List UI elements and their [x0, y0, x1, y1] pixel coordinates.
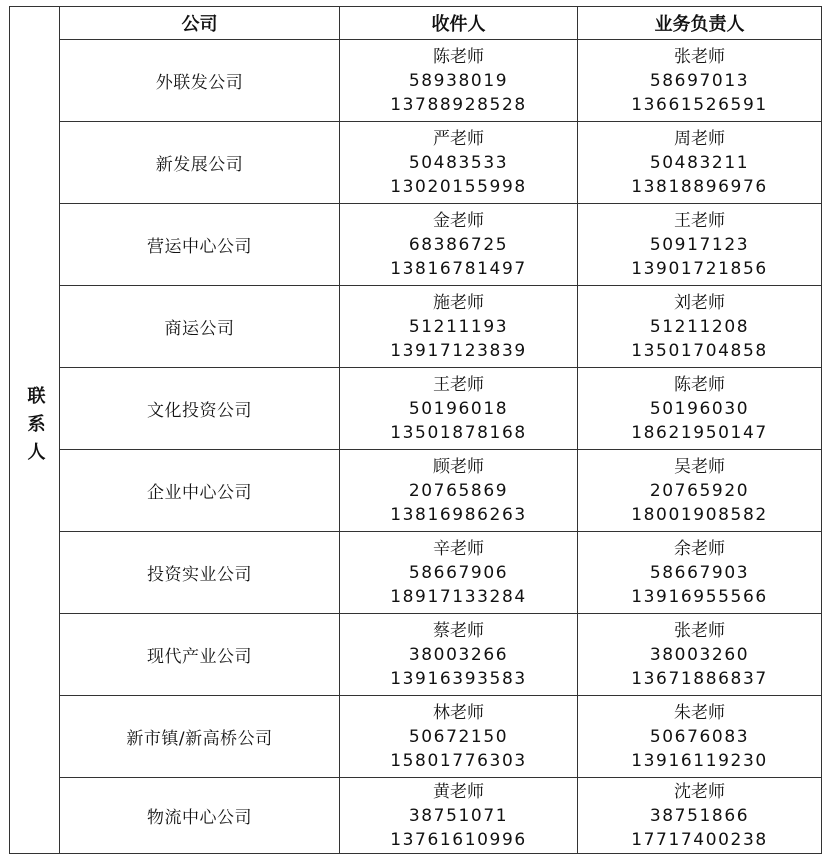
manager-contact-phone: 50483211 [649, 152, 750, 173]
header-row [10, 7, 822, 40]
company-name: 新市镇/新高桥公司 [60, 696, 340, 778]
table-row [10, 532, 822, 614]
receiver-contact-mobile: 13816781497 [390, 258, 527, 279]
receiver-contact-mobile: 13917123839 [390, 340, 527, 361]
table-row [10, 286, 822, 368]
company-name: 外联发公司 [60, 40, 340, 122]
receiver-cell [340, 368, 578, 450]
receiver-contact-mobile: 13816986263 [390, 504, 527, 525]
receiver-contact-mobile: 13788928528 [390, 94, 527, 115]
manager-contact-phone: 51211208 [649, 316, 750, 337]
company-name: 投资实业公司 [60, 532, 340, 614]
header-manager: 业务负责人 [578, 7, 822, 40]
receiver-contact-name: 辛老师 [433, 538, 484, 559]
receiver-cell [340, 286, 578, 368]
manager-contact-mobile: 13501704858 [631, 340, 768, 361]
manager-cell [578, 450, 822, 532]
receiver-contact-phone: 20765869 [408, 480, 509, 501]
receiver-contact-phone: 58938019 [408, 70, 509, 91]
company-name: 商运公司 [60, 286, 340, 368]
receiver-contact-name: 陈老师 [433, 46, 484, 67]
receiver-contact-name: 王老师 [433, 374, 484, 395]
table-row [10, 614, 822, 696]
manager-cell [578, 614, 822, 696]
receiver-contact-name: 金老师 [433, 210, 484, 231]
manager-contact-name: 沈老师 [674, 781, 725, 802]
receiver-contact-mobile: 13916393583 [390, 668, 527, 689]
manager-cell [578, 696, 822, 778]
side-label-cell [10, 7, 60, 854]
manager-contact-name: 王老师 [674, 210, 725, 231]
receiver-cell [340, 614, 578, 696]
company-name: 企业中心公司 [60, 450, 340, 532]
manager-cell [578, 778, 822, 854]
manager-contact-phone: 50196030 [649, 398, 750, 419]
receiver-contact-mobile: 18917133284 [390, 586, 527, 607]
manager-contact-name: 吴老师 [674, 456, 725, 477]
table-row [10, 122, 822, 204]
company-name: 新发展公司 [60, 122, 340, 204]
receiver-contact-name: 施老师 [433, 292, 484, 313]
manager-contact-mobile: 17717400238 [631, 829, 768, 850]
receiver-contact-name: 顾老师 [433, 456, 484, 477]
header-company: 公司 [60, 7, 340, 40]
manager-cell [578, 204, 822, 286]
table-row [10, 40, 822, 122]
table-row [10, 696, 822, 778]
receiver-contact-phone: 58667906 [408, 562, 509, 583]
company-name: 现代产业公司 [60, 614, 340, 696]
receiver-contact-phone: 51211193 [408, 316, 509, 337]
table-row [10, 204, 822, 286]
side-label: 联系人 [24, 386, 46, 470]
header-receiver: 收件人 [340, 7, 578, 40]
receiver-contact-phone: 50672150 [408, 726, 509, 747]
manager-cell [578, 532, 822, 614]
company-name: 营运中心公司 [60, 204, 340, 286]
manager-contact-mobile: 13916955566 [631, 586, 768, 607]
manager-contact-name: 刘老师 [674, 292, 725, 313]
manager-contact-mobile: 18621950147 [631, 422, 768, 443]
receiver-contact-name: 林老师 [433, 702, 484, 723]
manager-contact-mobile: 13671886837 [631, 668, 768, 689]
receiver-contact-mobile: 15801776303 [390, 750, 527, 771]
manager-contact-name: 余老师 [674, 538, 725, 559]
table-row [10, 450, 822, 532]
manager-cell [578, 122, 822, 204]
receiver-contact-phone: 68386725 [408, 234, 509, 255]
table-row [10, 778, 822, 854]
receiver-cell [340, 204, 578, 286]
manager-contact-name: 朱老师 [674, 702, 725, 723]
manager-contact-phone: 50676083 [649, 726, 750, 747]
manager-contact-mobile: 13916119230 [631, 750, 768, 771]
receiver-contact-mobile: 13020155998 [390, 176, 527, 197]
manager-contact-name: 张老师 [674, 46, 725, 67]
company-name: 文化投资公司 [60, 368, 340, 450]
manager-cell [578, 40, 822, 122]
manager-contact-mobile: 13661526591 [631, 94, 768, 115]
receiver-contact-phone: 38003266 [408, 644, 509, 665]
company-name: 物流中心公司 [60, 778, 340, 854]
table-row [10, 368, 822, 450]
receiver-contact-mobile: 13501878168 [390, 422, 527, 443]
manager-contact-phone: 58697013 [649, 70, 750, 91]
manager-contact-phone: 38751866 [649, 805, 750, 826]
receiver-cell [340, 778, 578, 854]
manager-contact-mobile: 13901721856 [631, 258, 768, 279]
receiver-contact-phone: 50196018 [408, 398, 509, 419]
receiver-contact-phone: 38751071 [408, 805, 509, 826]
receiver-cell [340, 122, 578, 204]
manager-contact-name: 张老师 [674, 620, 725, 641]
manager-contact-phone: 50917123 [649, 234, 750, 255]
receiver-contact-name: 严老师 [433, 128, 484, 149]
manager-contact-mobile: 13818896976 [631, 176, 768, 197]
manager-contact-phone: 38003260 [649, 644, 750, 665]
receiver-cell [340, 696, 578, 778]
manager-contact-phone: 20765920 [649, 480, 750, 501]
contacts-table [9, 6, 822, 854]
manager-contact-name: 陈老师 [674, 374, 725, 395]
receiver-cell [340, 40, 578, 122]
receiver-contact-mobile: 13761610996 [390, 829, 527, 850]
manager-cell [578, 286, 822, 368]
receiver-contact-name: 蔡老师 [433, 620, 484, 641]
receiver-contact-phone: 50483533 [408, 152, 509, 173]
manager-contact-phone: 58667903 [649, 562, 750, 583]
manager-contact-name: 周老师 [674, 128, 725, 149]
manager-cell [578, 368, 822, 450]
receiver-cell [340, 450, 578, 532]
manager-contact-mobile: 18001908582 [631, 504, 768, 525]
receiver-contact-name: 黄老师 [433, 781, 484, 802]
receiver-cell [340, 532, 578, 614]
